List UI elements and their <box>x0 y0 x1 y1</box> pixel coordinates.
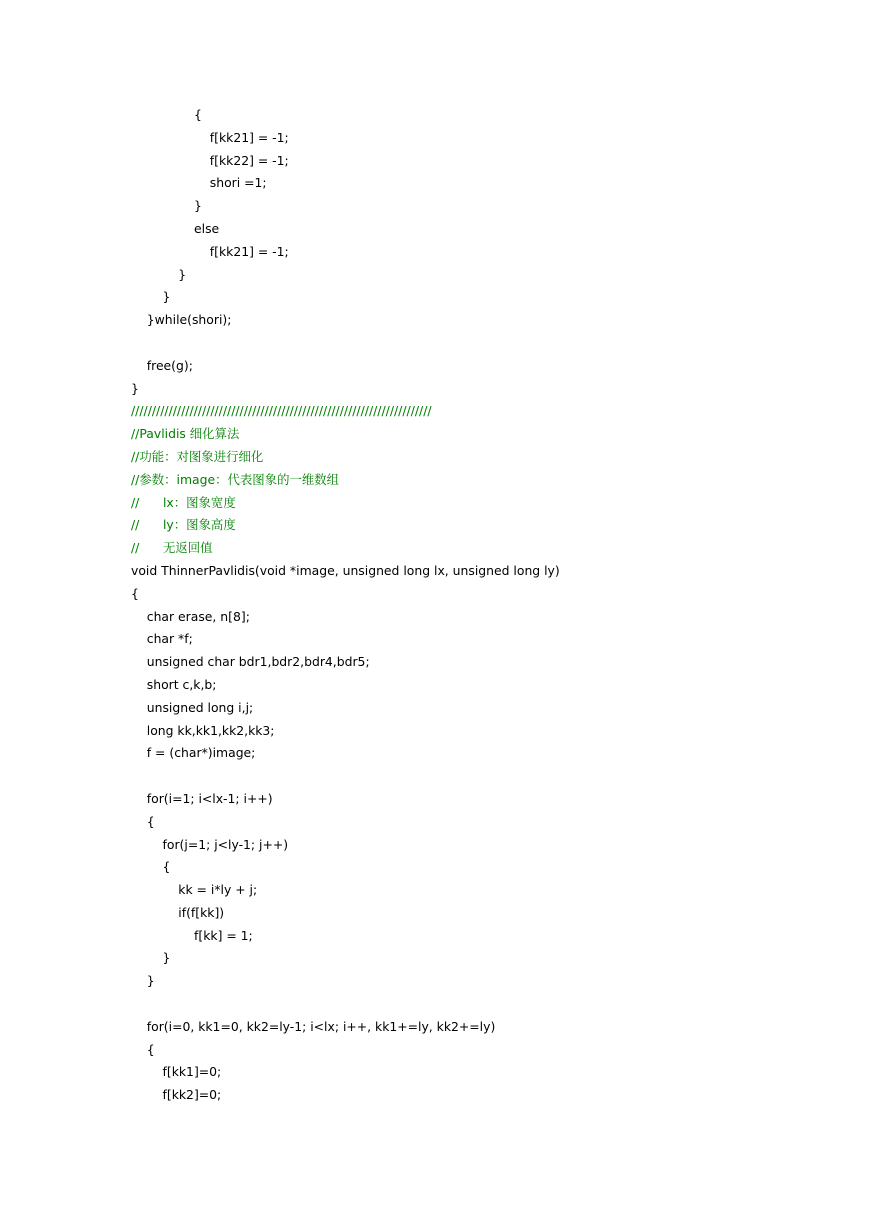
code-line <box>131 993 560 1016</box>
code-line: char erase, n[8]; <box>131 608 250 624</box>
code-line: f[kk22] = -1; <box>131 152 289 168</box>
code-line: f[kk21] = -1; <box>131 243 289 259</box>
code-line: if(f[kk]) <box>131 904 225 920</box>
code-line: char *f; <box>131 631 193 647</box>
code-line: f[kk21] = -1; <box>131 129 289 145</box>
code-line: } <box>131 950 171 966</box>
code-line: { <box>131 1041 155 1057</box>
code-line: kk = i*ly + j; <box>131 882 258 898</box>
code-line: } <box>131 380 139 396</box>
code-line: unsigned char bdr1,bdr2,bdr4,bdr5; <box>131 654 370 670</box>
code-line: f[kk2]=0; <box>131 1087 222 1103</box>
code-line: void ThinnerPavlidis(void *image, unsigned long lx, unsigned long ly) <box>131 562 560 578</box>
code-line: { <box>131 813 155 829</box>
code-line <box>131 765 560 788</box>
comment-line: // ly：图象高度 <box>131 517 236 533</box>
code-line: } <box>131 266 187 282</box>
comment-line: // 无返回值 <box>131 540 213 556</box>
code-line: else <box>131 220 220 236</box>
code-line: f[kk1]=0; <box>131 1064 222 1080</box>
code-line: unsigned long i,j; <box>131 699 254 715</box>
code-listing <box>131 104 560 1107</box>
code-line: short c,k,b; <box>131 676 217 692</box>
code-line: { <box>131 107 202 122</box>
code-line: f = (char*)image; <box>131 745 256 761</box>
comment-line: //功能：对图象进行细化 <box>131 448 264 464</box>
code-line: long kk,kk1,kk2,kk3; <box>131 722 275 738</box>
comment-line: //参数：image：代表图象的一维数组 <box>131 471 340 487</box>
comment-line: //Pavlidis 细化算法 <box>131 426 240 442</box>
code-line <box>131 332 560 355</box>
code-line: for(i=0, kk1=0, kk2=ly-1; i<lx; i++, kk1+=ly, kk2+=ly) <box>131 1018 496 1034</box>
comment-line: //////////////////////////////////////////////////////////////////////// <box>131 403 432 419</box>
code-line: for(j=1; j<ly-1; j++) <box>131 836 289 852</box>
code-line: } <box>131 198 202 214</box>
code-line: } <box>131 973 155 989</box>
comment-line: // lx：图象宽度 <box>131 494 236 510</box>
code-line: for(i=1; i<lx-1; i++) <box>131 790 273 806</box>
code-line: free(g); <box>131 357 193 373</box>
code-line: { <box>131 585 139 601</box>
code-line: } <box>131 289 171 305</box>
code-line: { <box>131 859 171 875</box>
code-line: f[kk] = 1; <box>131 927 253 943</box>
code-line: shori =1; <box>131 175 267 191</box>
code-line: }while(shori); <box>131 312 232 328</box>
